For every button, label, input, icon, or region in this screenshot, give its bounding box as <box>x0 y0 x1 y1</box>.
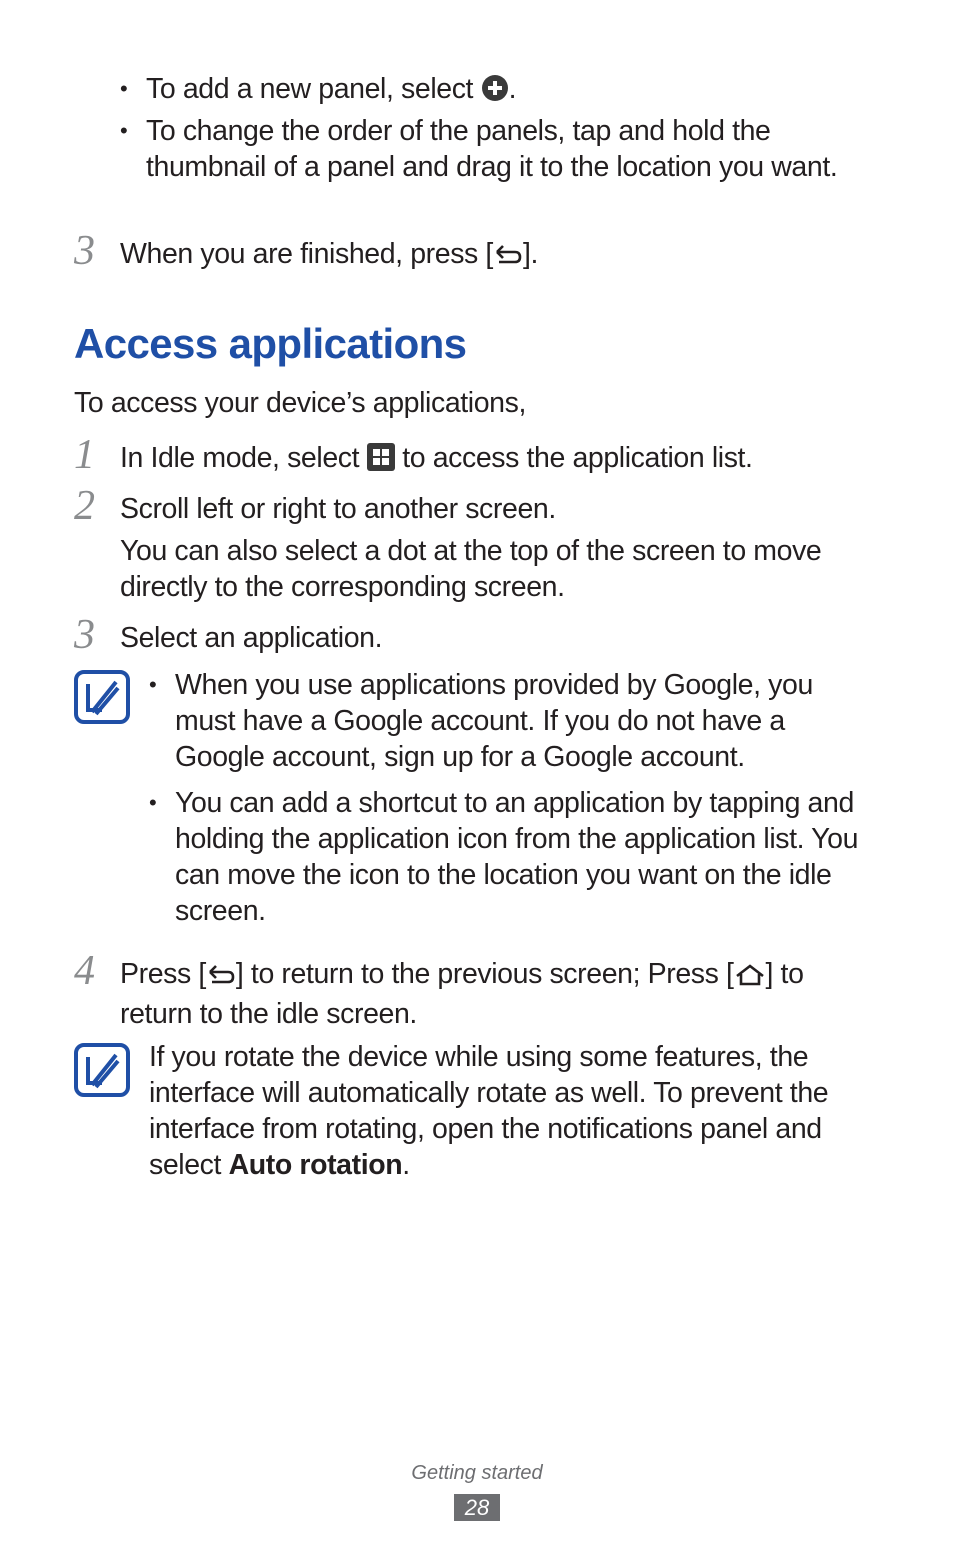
step-press-keys: Press [ ] to return to the previous screen; Press [ ] to return to the idle screen. <box>120 958 804 1030</box>
bullet-mark: • <box>120 76 128 101</box>
step-number: 1 <box>74 432 95 478</box>
step-scroll-detail: You can also select a dot at the top of the screen to move directly to the corresponding screen. <box>120 535 822 603</box>
note-icon <box>74 670 130 726</box>
section-intro: To access your device’s applications, <box>74 387 526 419</box>
step-number: 3 <box>74 612 95 658</box>
page-number: 28 <box>454 1494 500 1521</box>
step-select-app: Select an application. <box>120 622 383 654</box>
footer-section-label: Getting started <box>411 1462 543 1484</box>
note-shortcut: You can add a shortcut to an application by tapping and holding the application icon from the application list. You can move the icon to the location you want on the idle screen. <box>175 787 859 927</box>
step-number: 4 <box>74 948 95 994</box>
step-scroll: Scroll left or right to another screen. <box>120 493 556 525</box>
bullet-add-panel: To add a new panel, select . <box>146 71 866 111</box>
note-icon <box>74 1043 130 1099</box>
step-number: 2 <box>74 483 95 529</box>
bullet-mark: • <box>120 118 128 143</box>
note-google-account: When you use applications provided by Google, you must have a Google account. If you do not have a Google account, sign up for a Google account. <box>175 669 813 773</box>
home-icon <box>734 960 766 996</box>
apps-grid-icon <box>367 443 395 480</box>
plus-circle-icon <box>481 74 509 111</box>
step-finished: When you are finished, press [ ]. <box>120 236 860 276</box>
auto-rotation-label: Auto rotation <box>228 1149 403 1181</box>
back-icon <box>206 960 236 996</box>
step-number: 3 <box>74 228 95 274</box>
bullet-change-order: To change the order of the panels, tap and hold the thumbnail of a panel and drag it to the location you want. <box>146 115 838 183</box>
step-idle-mode: In Idle mode, select to access the application list. <box>120 440 900 480</box>
back-icon <box>493 240 523 276</box>
bullet-mark: • <box>149 672 157 697</box>
note-auto-rotation: If you rotate the device while using some features, the interface will automatically rotate as well. To prevent the interface from rotating, open the notifications panel and select Auto rotation. <box>149 1041 829 1181</box>
bullet-mark: • <box>149 790 157 815</box>
section-title: Access applications <box>74 320 467 367</box>
